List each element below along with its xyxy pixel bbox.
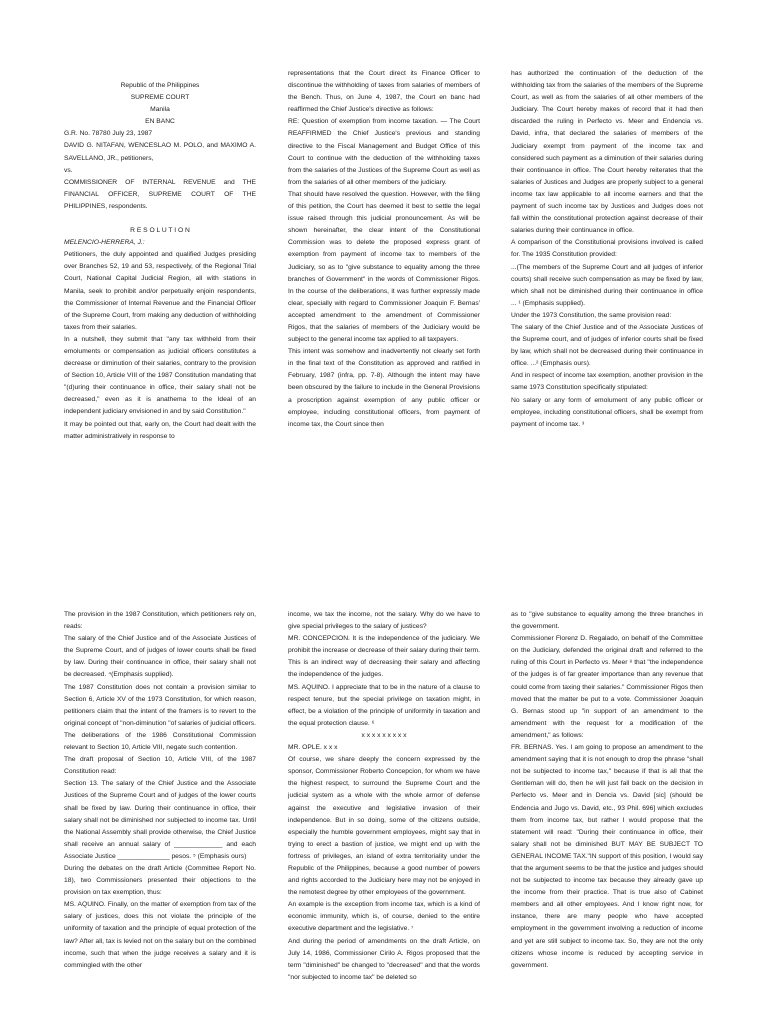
paragraph: x x x x x x x x x (361, 731, 407, 739)
paragraph: An example is the exception from income tax, which is a kind of economic immunity, which is, of course, denied to the entire executive department and the legislative. ⁷ (288, 901, 480, 933)
paragraph: EN BANC (145, 118, 175, 126)
paragraph: The 1987 Constitution does not contain a provision similar to Section 6, Article XV of the 1973 Constitution, for which reason, petitioners claim that the intent of the framers is to revert to the original concept of "non-diminution "of salaries of judicial officers. (64, 683, 256, 727)
paragraph: Petitioners, the duly appointed and qualified Judges presiding over Branches 52, 19 and 53, respectively, of the Regional Trial Court, National Capital Judicial Region, all with stations in Manila, seek to prohibit and/or perpetually enjoin respondents, the Commissioner of Internal Revenue and the Financial Officer of the Supreme Court, from making any deduction of withholding taxes from their salaries. (64, 251, 256, 331)
paragraph: The deliberations of the 1986 Constitutional Commission relevant to Section 10, Article VIII, negate such contention. (64, 731, 256, 752)
page2-column-3 (511, 609, 703, 972)
paragraph: It may be pointed out that, early on, the Court had dealt with the matter administratively in response to (64, 420, 256, 440)
paragraph: Of course, we share deeply the concern expressed by the sponsor, Commissioner Roberto Concepcion, for whom we have the highest respect, to surround the Supreme Court and the judicial system as a whole with the whole armor of defense against the executive and legislative invasion of their independence. But in so doing, some of the citizens outside, especially the humble government employees, might say that in trying to erect a bastion of justice, we might end up with the fortress of privileges, an island of extra territoriality under the Republic of the Philippines, because a good number of powers and rights accorded to the Judiciary here may not be enjoyed in the remotest degree by other employees of the government. (288, 756, 480, 897)
document-page-2 (0, 600, 768, 1024)
paragraph: FR. BERNAS. Yes. I am going to propose an amendment to the amendment saying that it is not enough to drop the phrase "shall not be subjected to income tax," because if that is all that the Gentleman will do, then he will just fall back on the decision in Perfecto vs. Meer and in Dencia vs. David [sic] (should be Endencia and Jugo vs. David, etc., 93 Phil. 696] which excludes them from income tax, but rather I would propose that the statement will read: "During their continuance in office, their salary shall not be diminished BUT MAY BE SUBJECT TO GENERAL INCOME TAX."IN support of this position, I would say that the argument seems to be that the justice and judges should not be subjected to income tax because they already gave up the income from their practice. That is true also of Cabinet members and all other employees. And I know right now, for instance, there are many people who have accepted employment in the government involving a reduction of income and yet are still subject to income tax. So, they are not the only citizens whose income is reduced by accepting service in government. (511, 744, 703, 969)
page2-column-1 (64, 609, 256, 972)
paragraph: In a nutshell, they submit that "any tax withheld from their emoluments or compensation as judicial officers constitutes a decrease or diminution of their salaries, contrary to the provision of Section 10, Article VIII of the 1987 Constitution mandating that "(d)uring their continuance in office, their salary shall not be decreased," even as it is anathema to the Ideal of an independent judiciary envisioned in and by said Constitution." (64, 335, 256, 416)
paragraph: has authorized the continuation of the deduction of the withholding tax from the salaries of the members of the Supreme Court, as well as from the salaries of all other members of the Judiciary. The Court hereby makes of record that it had then discarded the ruling in Perfecto vs. Meer and Endencia vs. David, infra, that declared the salaries of members of the Judiciary exempt from payment of the income tax and considered such payment as a diminution of their salaries during their continuance in office. The Court hereby reiterates that the salaries of Justices and Judges are properly subject to a general income tax law applicable to all income earners and that the payment of such income tax by Justices and Judges does not fall within the constitutional protection against decrease of their salaries during their continuance in office. (511, 70, 703, 235)
paragraph: MR. CONCEPCION. It is the independence of the judiciary. We prohibit the increase or decrease of their salary during their term. This is an indirect way of decreasing their salary and affecting the independence of the judges. (288, 635, 480, 679)
page1-column-1 (64, 68, 256, 443)
paragraph: DAVID G. NITAFAN, WENCESLAO M. POLO, and MAXIMO A. SAVELLANO, JR., petitioners, (64, 142, 256, 162)
paragraph: And in respect of income tax exemption, another provision in the same 1973 Constitution specifically stipulated: (511, 372, 703, 392)
paragraph: Section 13. The salary of the Chief Justice and the Associate Justices of the Supreme Court and of judges of the lower courts shall be fixed by law. During their continuance in office, their salary shall not be diminished nor subjected to income tax. Until the National Assembly shall provide otherwise, the Chief Justice shall receive an annual salary of _____________ and each Associate Justice ______________ pesos. ⁵ (Emphasis ours) (64, 780, 256, 860)
paragraph: The provision in the 1987 Constitution, which petitioners rely on, reads: (64, 611, 256, 631)
paragraph: The draft proposal of Section 10, Article VIII, of the 1987 Constitution read: (64, 756, 256, 776)
paragraph: vs. (64, 166, 73, 174)
page2-column-2 (288, 609, 480, 984)
page1-column-3 (511, 68, 703, 431)
paragraph: This intent was somehow and inadvertently not clearly set forth in the final text of the Constitution as approved and ratified in February, 1987 (infra, pp. 7-8). Although the intent may have been obscured by the failure to include in the General Provisions a proscription against exemption of any public officer or employee, including constitutional officers, from payment of income tax, the Court since then (288, 348, 480, 428)
document-page-1 (0, 0, 768, 510)
paragraph-spacer (64, 213, 256, 225)
paragraph: as to "give substance to equality among the three branches in the government. (511, 611, 703, 631)
paragraph: Republic of the Philippines (120, 82, 200, 89)
paragraph: MR. OPLE. x x x (288, 744, 338, 752)
paragraph: And during the period of amendments on the draft Article, on July 14, 1986, Commissioner Cirilo A. Rigos proposed that the term "diminished" be changed to "decreased" and that the words "nor subjected to income tax" be deleted so (288, 937, 480, 981)
paragraph: RE: Question of exemption from income taxation. — The Court REAFFIRMED the Chief Justice's previous and standing directive to the Fiscal Management and Budget Office of this Court to continue with the deduction of the withholding taxes from the salaries of the Justices of the Supreme Court as well as from the salaries of all other members of the judiciary. (288, 118, 480, 186)
paragraph: R E S O L U T I O N (130, 227, 190, 235)
paragraph: G.R. No. 78780 July 23, 1987 (64, 130, 153, 138)
paragraph: COMMISSIONER OF INTERNAL REVENUE and THE FINANCIAL OFFICER, SUPREME COURT OF THE PHILIPPINES, respondents. (64, 178, 256, 210)
paragraph: During the debates on the draft Article (Committee Report No. 18), two Commissioners presented their objections to the provision on tax exemption, thus: (64, 864, 256, 897)
paragraph: A comparison of the Constitutional provisions involved is called for. The 1935 Constitution provided: (511, 239, 703, 259)
page1-column-2 (288, 68, 480, 431)
paragraph-spacer (64, 68, 256, 80)
paragraph: No salary or any form of emolument of any public officer or employee, including constitutional officers, shall be exempt from payment of income tax. ³ (511, 396, 703, 428)
paragraph: representations that the Court direct its Finance Officer to discontinue the withholding of taxes from salaries of members of the Bench. Thus, on June 4, 1987, the Court en banc had reaffirmed the Chief Justice's directive as follows: (288, 70, 480, 114)
paragraph: MS. AQUINO. Finally, on the matter of exemption from tax of the salary of justices, does this not violate the principle of the uniformity of taxation and the principle of equal protection of the law? After all, tax is levied not on the salary but on the combined income, such that when the judge receives a salary and it is commingled with the other (64, 901, 256, 969)
paragraph: MELENCIO-HERRERA, J.: (64, 239, 145, 247)
paragraph: Manila (150, 106, 170, 114)
paragraph: The salary of the Chief Justice and of the Associate Justices of the Supreme Court, and of judges of lower courts shall be fixed by law. During their continuance in office, their salary shall not be decreased. ⁴(Emphasis supplied). (64, 635, 256, 679)
paragraph: That should have resolved the question. However, with the filing of this petition, the Court has deemed it best to settle the legal issue raised through this judicial pronouncement. As will be shown hereinafter, the clear intent of the Constitutional Commission was to delete the proposed express grant of exemption from payment of income tax to members of the Judiciary, so as to "give substance to equality among the three branches of Government" in the words of Commissioner Rigos. In the course of the deliberations, it was further expressly made clear, specially with regard to Commissioner Joaquin F. Bernas' accepted amendment to the amendment of Commissioner Rigos, that the salaries of members of the Judiciary would be subject to the general income tax applied to all taxpayers. (288, 190, 480, 344)
paragraph: Commissioner Florenz D. Regalado, on behalf of the Committee on the Judiciary, defended the original draft and referred to the ruling of this Court in Perfecto vs. Meer ⁸ that "the independence of the judges is of far greater importance than any revenue that could come from taxing their salaries." Commissioner Rigos then moved that the matter be put to a vote. Commissioner Joaquin G. Bernas stood up "in support of an amendment to the amendment with the request for a modification of the amendment," as follows: (511, 635, 703, 739)
paragraph: The salary of the Chief Justice and of the Associate Justices of the Supreme court, and of judges of inferior courts shall be fixed by law, which shall not be decreased during their continuance in office. ...² (Emphasis ours). (511, 323, 703, 368)
paragraph: ...(The members of the Supreme Court and all judges of inferior courts) shall receive such compensation as may be fixed by law, which shall not be diminished during their continuance in office ... ¹ (Emphasis supplied). (511, 263, 703, 307)
paragraph: MS. AQUINO. I appreciate that to be in the nature of a clause to respect tenure, but the special privilege on taxation might, in effect, be a violation of the principle of uniformity in taxation and the equal protection clause. ⁶ (288, 683, 480, 727)
paragraph: SUPREME COURT (130, 94, 190, 102)
paragraph: Under the 1973 Constitution, the same provision read: (511, 311, 672, 319)
paragraph: income, we tax the income, not the salary. Why do we have to give special privileges to the salary of justices? (288, 611, 480, 631)
